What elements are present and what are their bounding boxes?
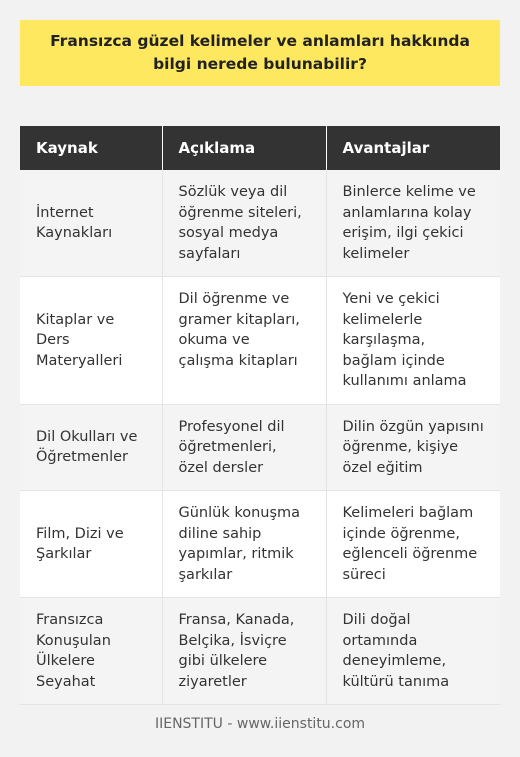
cell-aciklama: Dil öğrenme ve gramer kitapları, okuma ve çalışma kitapları (162, 277, 326, 405)
cell-avantajlar: Dili doğal ortamında deneyimleme, kültürü tanıma (326, 598, 500, 705)
cell-kaynak: Film, Dizi ve Şarkılar (20, 491, 162, 598)
table-row (20, 170, 500, 277)
title-banner (20, 20, 500, 86)
cell-aciklama: Günlük konuşma diline sahip yapımlar, ritmik şarkılar (162, 491, 326, 598)
header-aciklama: Açıklama (162, 126, 326, 170)
header-avantajlar: Avantajlar (326, 126, 500, 170)
header-kaynak: Kaynak (20, 126, 162, 170)
cell-aciklama: Profesyonel dil öğretmenleri, özel dersler (162, 404, 326, 491)
table-row (20, 598, 500, 705)
table-row (20, 491, 500, 598)
data-table (20, 126, 500, 705)
cell-kaynak: Fransızca Konuşulan Ülkelere Seyahat (20, 598, 162, 705)
table-row (20, 277, 500, 405)
footer-credit: IIENSTITU - www.iienstitu.com (154, 716, 366, 732)
cell-avantajlar: Binlerce kelime ve anlamlarına kolay erişim, ilgi çekici kelimeler (326, 170, 500, 277)
cell-kaynak: Kitaplar ve Ders Materyalleri (20, 277, 162, 405)
cell-kaynak: İnternet Kaynakları (20, 170, 162, 277)
table-header-row (20, 126, 500, 170)
page-title: Fransızca güzel kelimeler ve anlamları hakkında bilgi nerede bulunabilir? (50, 32, 470, 73)
table-row (20, 404, 500, 491)
cell-avantajlar: Dilin özgün yapısını öğrenme, kişiye özel eğitim (326, 404, 500, 491)
cell-kaynak: Dil Okulları ve Öğretmenler (20, 404, 162, 491)
cell-aciklama: Sözlük veya dil öğrenme siteleri, sosyal medya sayfaları (162, 170, 326, 277)
cell-aciklama: Fransa, Kanada, Belçika, İsviçre gibi ülkelere ziyaretler (162, 598, 326, 705)
resources-table (20, 126, 500, 705)
cell-avantajlar: Yeni ve çekici kelimelerle karşılaşma, bağlam içinde kullanımı anlama (326, 277, 500, 405)
cell-avantajlar: Kelimeleri bağlam içinde öğrenme, eğlenceli öğrenme süreci (326, 491, 500, 598)
